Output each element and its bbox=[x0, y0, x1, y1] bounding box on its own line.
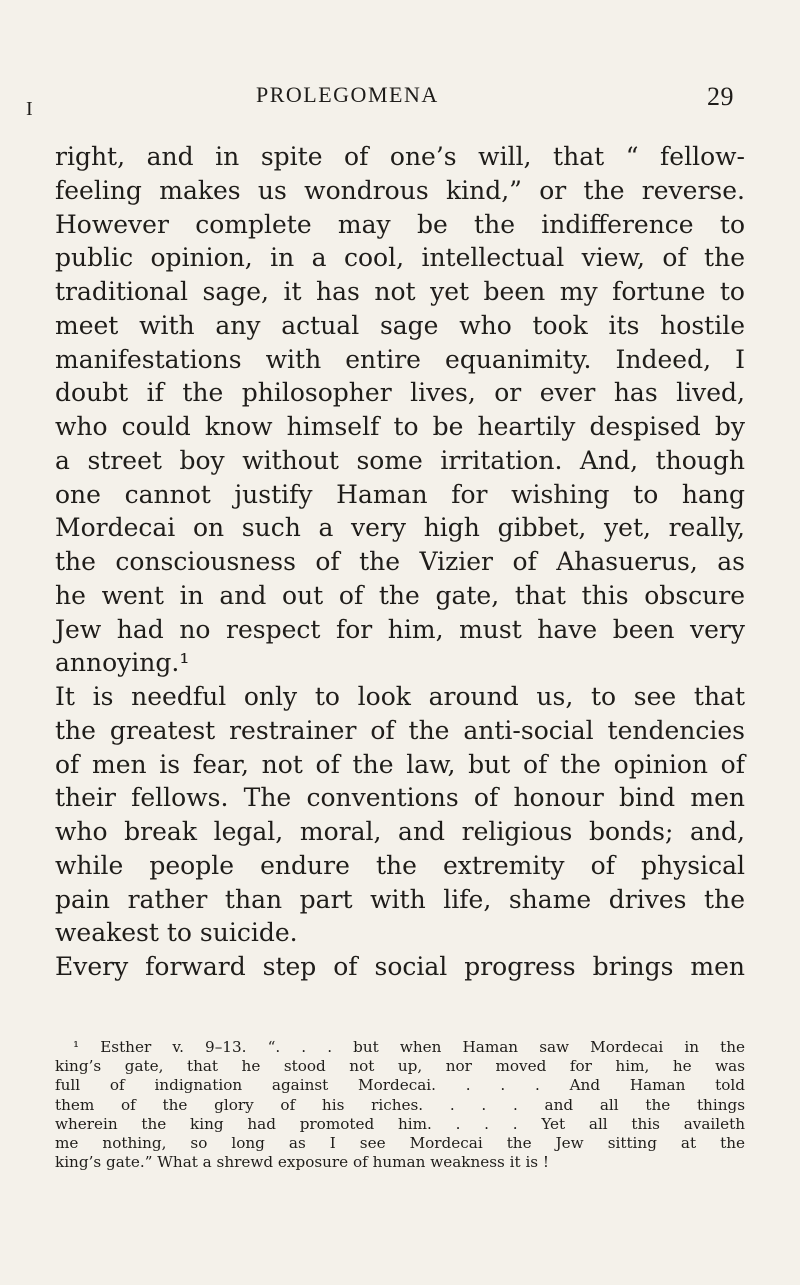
page-number: 29 bbox=[707, 82, 734, 111]
text-line: who could know himself to be heartily despised by bbox=[55, 412, 745, 441]
footnote-line: king’s gate, that he stood not up, nor moved for him, he was bbox=[55, 1057, 745, 1076]
footnote-line: me nothing, so long as I see Mordecai the Jew sitting at the bbox=[55, 1133, 745, 1152]
text-line: who break legal, moral, and religious bonds; and, bbox=[55, 817, 745, 846]
text-line: Mordecai on such a very high gibbet, yet, really, bbox=[55, 513, 745, 543]
text-line: doubt if the philosopher lives, or ever has lived, bbox=[55, 378, 745, 408]
text-line: It is needful only to look around us, to see that bbox=[55, 682, 745, 711]
text-line: of men is fear, not of the law, but of the opinion of bbox=[55, 749, 745, 779]
text-line: while people endure the extremity of physical bbox=[55, 850, 745, 880]
text-line: the consciousness of the Vizier of Ahasuerus, as bbox=[55, 547, 745, 576]
footnote-block bbox=[55, 1038, 745, 1172]
text-line: Every forward step of social progress brings men bbox=[55, 952, 745, 981]
paragraph-end-line: annoying.¹ bbox=[55, 648, 190, 678]
text-line: pain rather than part with life, shame drives the bbox=[55, 884, 745, 914]
text-line: feeling makes us wondrous kind,” or the reverse. bbox=[55, 175, 745, 205]
text-line: one cannot justify Haman for wishing to hang bbox=[55, 479, 745, 509]
text-line: public opinion, in a cool, intellectual view, of the bbox=[55, 243, 745, 273]
footnote-line: king’s gate.” What a shrewd exposure of human weakness it is ! bbox=[55, 1153, 550, 1172]
text-line: right, and in spite of one’s will, that “ fellow- bbox=[55, 142, 745, 171]
running-title: PROLEGOMENA bbox=[256, 82, 439, 107]
text-line: Jew had no respect for him, must have been very bbox=[55, 614, 745, 644]
footnote-line: them of the glory of his riches. . . . and all the things bbox=[55, 1095, 745, 1114]
text-line: meet with any actual sage who took its hostile bbox=[55, 310, 745, 340]
text-line: he went in and out of the gate, that this obscure bbox=[55, 580, 745, 610]
paragraph-end-line: weakest to suicide. bbox=[55, 918, 298, 948]
footnote-line: wherein the king had promoted him. . . . Yet all this availeth bbox=[55, 1114, 745, 1133]
text-line: manifestations with entire equanimity. Indeed, I bbox=[55, 344, 745, 374]
page-header bbox=[0, 82, 800, 122]
text-line: their fellows. The conventions of honour bind men bbox=[55, 783, 745, 813]
text-line: However complete may be the indifference to bbox=[55, 209, 745, 239]
text-line: traditional sage, it has not yet been my fortune to bbox=[55, 277, 745, 306]
chapter-mark: I bbox=[26, 98, 34, 120]
text-line: a street boy without some irritation. And, though bbox=[55, 445, 745, 475]
text-line: the greatest restrainer of the anti-social tendencies bbox=[55, 715, 745, 745]
footnote-line: full of indignation against Mordecai. . . . And Haman told bbox=[55, 1076, 745, 1095]
body-text bbox=[55, 140, 745, 984]
footnote-line: ¹ Esther v. 9–13. “. . . but when Haman saw Mordecai in the bbox=[73, 1038, 745, 1056]
